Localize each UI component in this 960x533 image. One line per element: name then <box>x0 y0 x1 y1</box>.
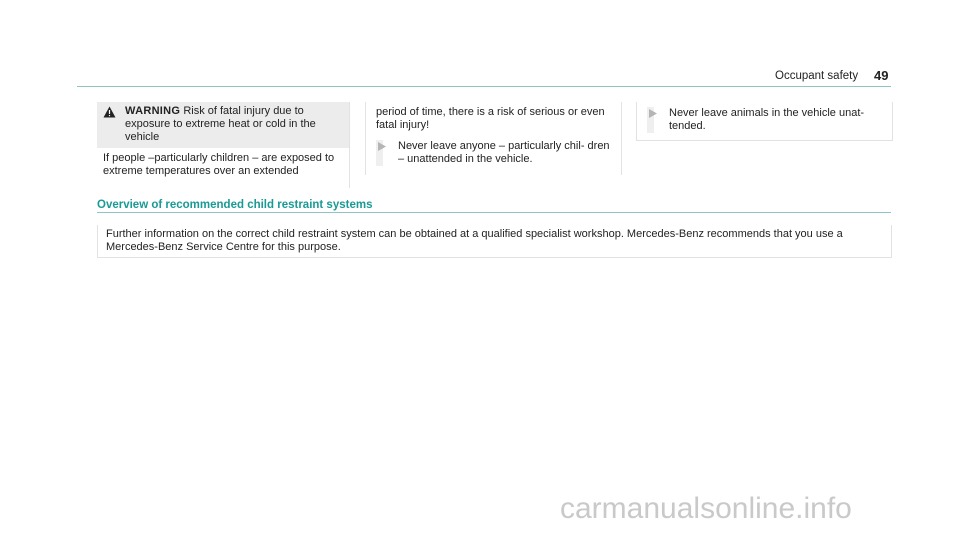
warning-continuation-text: period of time, there is a risk of serious or even fatal injury! <box>376 106 605 131</box>
warning-body: If people –particularly children – are exposed to extreme temperatures over an extended <box>103 152 335 177</box>
page-number: 49 <box>874 68 889 83</box>
warning-right-column <box>636 102 893 141</box>
warning-label: WARNING <box>125 105 181 117</box>
info-box <box>97 225 892 258</box>
play-arrow-icon <box>378 142 386 155</box>
instruction-item <box>366 140 621 166</box>
watermark: carmanualsonline.info <box>560 492 852 525</box>
play-arrow-icon <box>649 109 657 122</box>
header-title: Occupant safety <box>775 70 859 82</box>
instruction-text: Never leave animals in the vehicle unat- tended. <box>669 107 865 132</box>
section-title: Overview of recommended child restraint systems <box>97 199 373 211</box>
instruction-text: Never leave anyone – particularly chil- dren – unattended in the vehicle. <box>398 140 610 165</box>
warning-triangle-icon <box>103 105 125 144</box>
instruction-item <box>637 107 892 133</box>
warning-continuation-column <box>365 102 622 175</box>
section-rule <box>97 212 891 213</box>
warning-box <box>97 102 350 188</box>
info-text: Further information on the correct child restraint system can be obtained at a qualified specialist workshop. Mercedes-Benz recommends that you use a Mercedes-Benz Service Centre for this purpose. <box>106 228 843 253</box>
header-rule <box>77 86 891 87</box>
warning-heading <box>97 102 349 148</box>
warning-heading-text: Risk of fatal injury due to exposure to extreme heat or cold in the vehicle <box>125 105 316 143</box>
